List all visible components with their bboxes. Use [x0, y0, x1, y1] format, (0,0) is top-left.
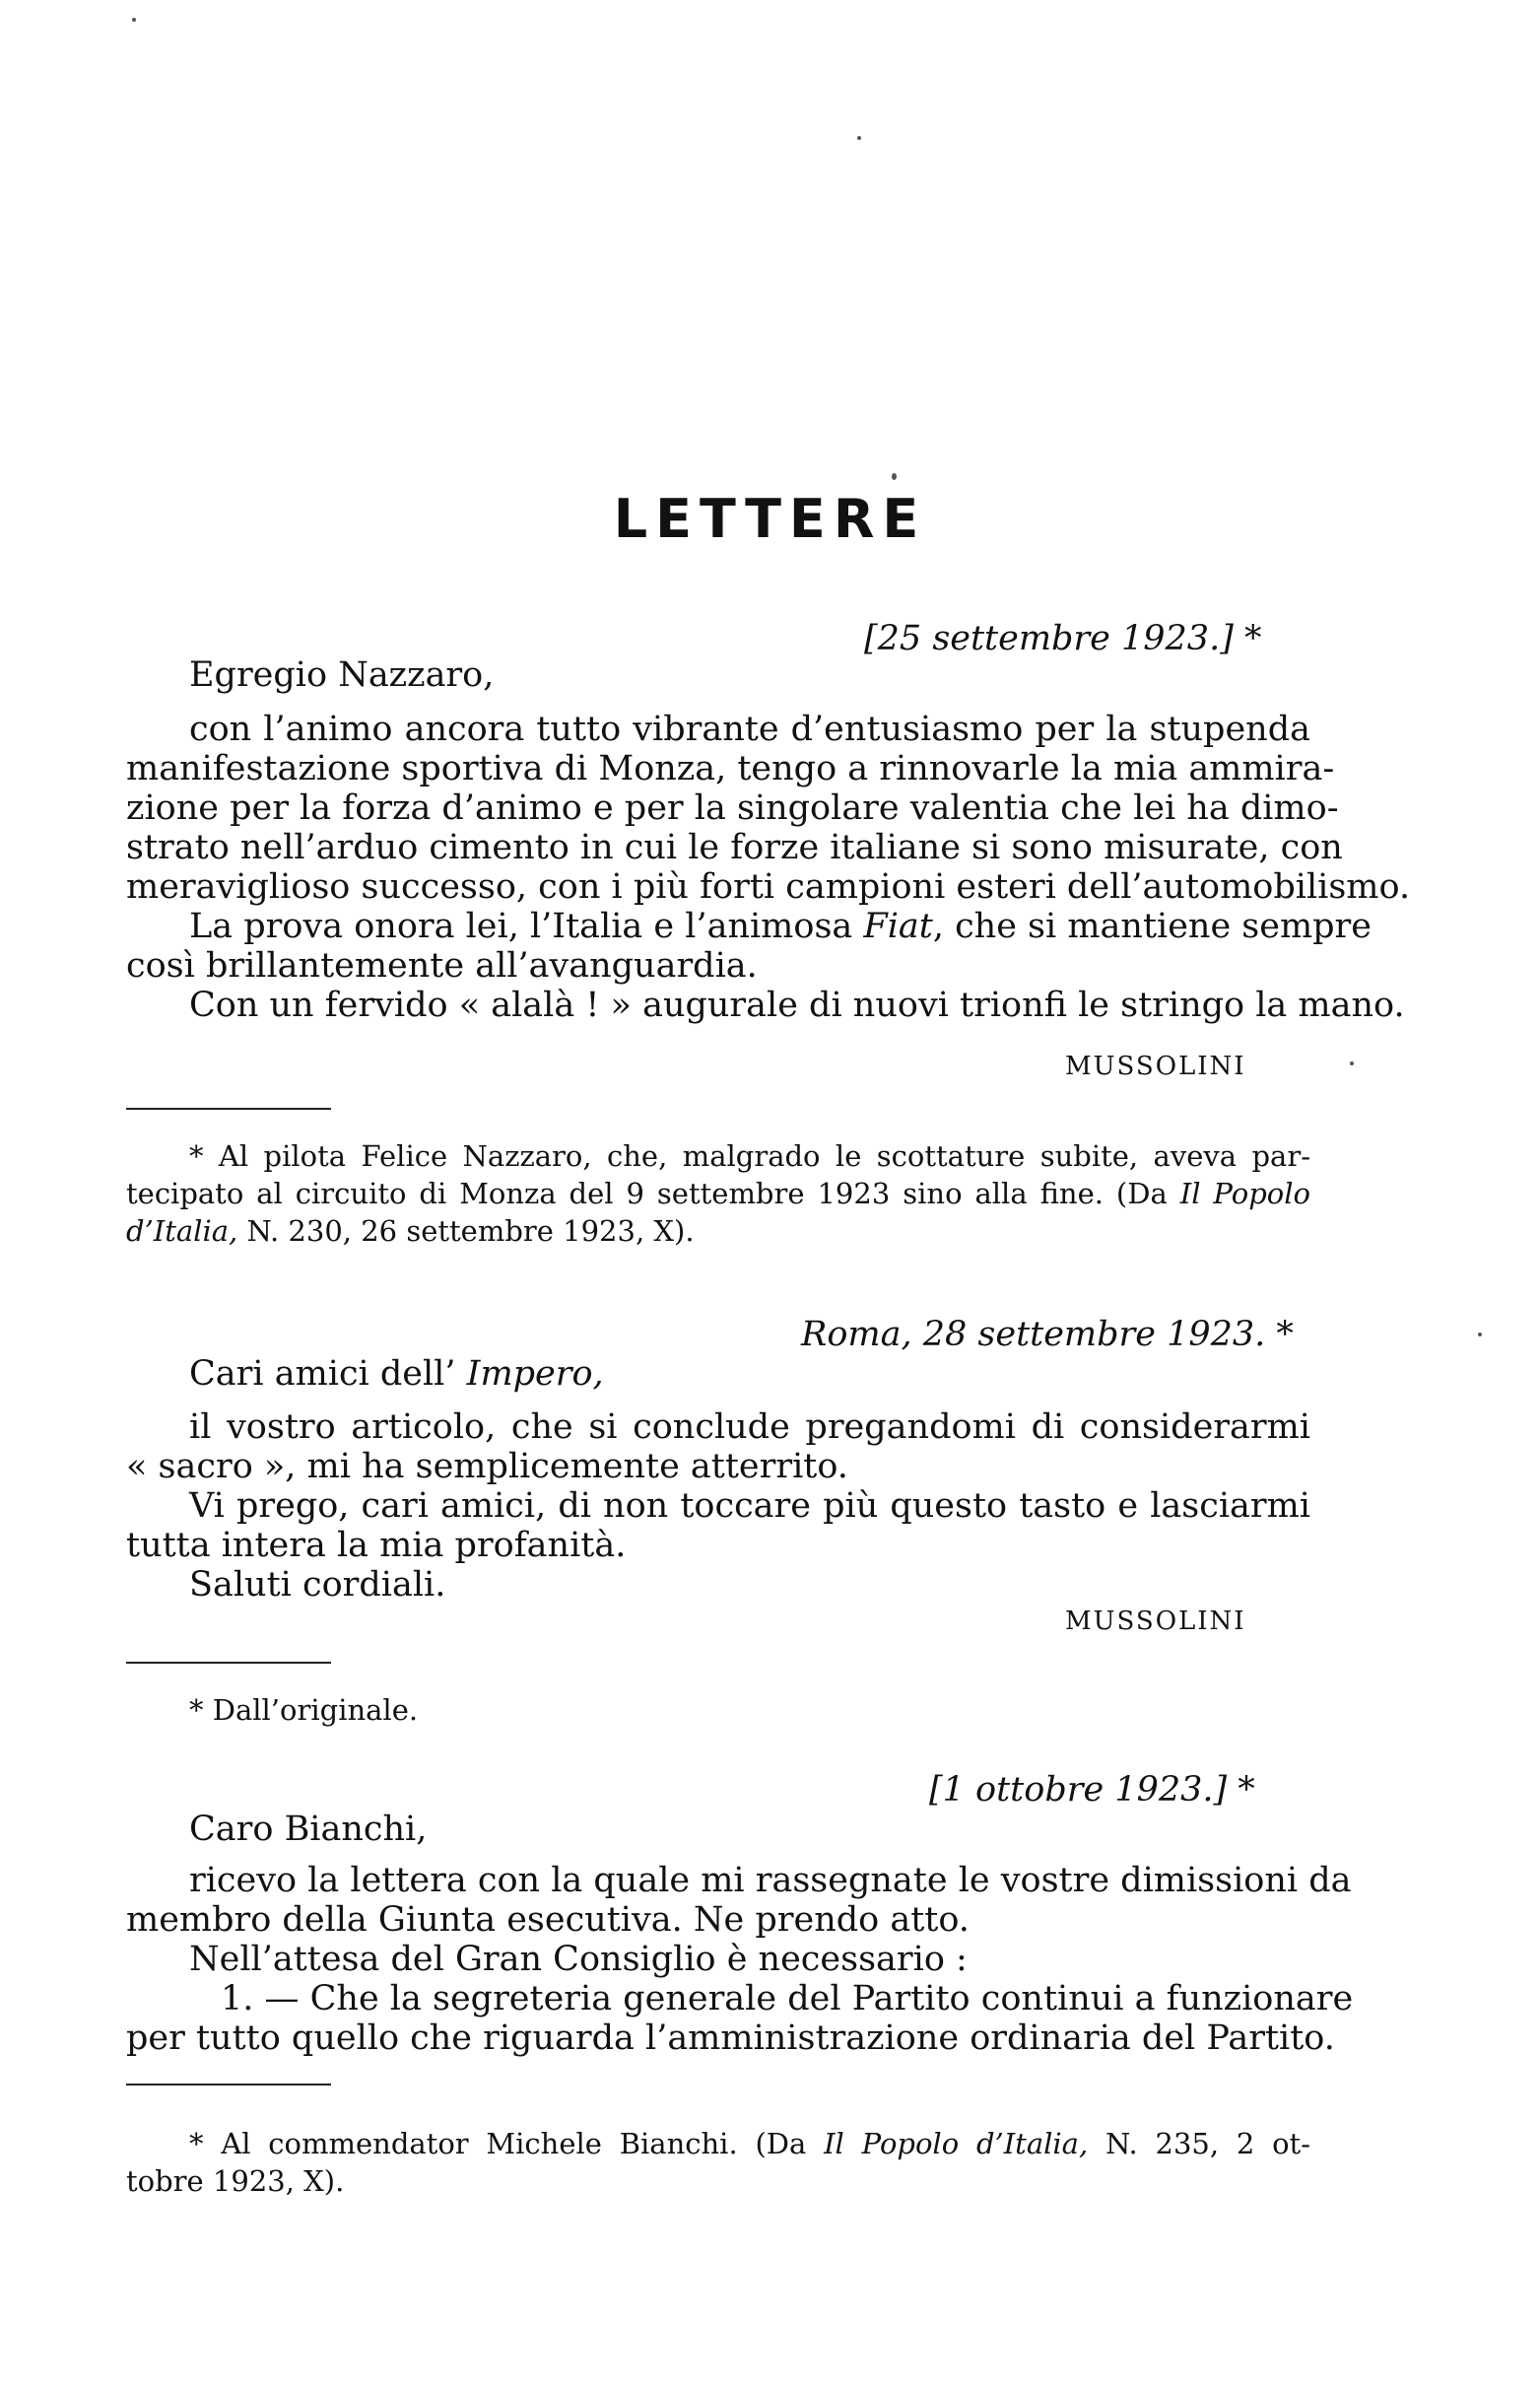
letter2-signature: MUSSOLINI: [1065, 1607, 1246, 1636]
letter2-para3: Saluti cordiali.: [189, 1565, 446, 1605]
letter3-item1-cont: per tutto quello che riguarda l’amministrazione ordinaria del Partito.: [126, 2018, 1335, 2058]
letter1-line: strato nell’arduo cimento in cui le forze italiane si sono misurate, con: [126, 828, 1343, 867]
letter1-line: zione per la forza d’animo e per la singolare valentia che lei ha dimo-: [126, 788, 1339, 828]
letter1-para2-cont: così brillantemente all’avanguardia.: [126, 946, 758, 986]
letter1-line: manifestazione sportiva di Monza, tengo a rinnovarle la mia ammira-: [126, 749, 1335, 788]
scan-speck: [857, 136, 861, 140]
letter3-para2: Nell’attesa del Gran Consiglio è necessario :: [189, 1940, 968, 1979]
letter1-signature: MUSSOLINI: [1065, 1052, 1246, 1081]
letter3-date: [1 ottobre 1923.] *: [929, 1770, 1255, 1810]
footnote-rule: [126, 1662, 331, 1664]
footnote-rule: [126, 1108, 331, 1110]
letter2-body: [126, 1407, 1310, 1605]
letter2-line: « sacro », mi ha semplicemente atterrito.: [126, 1447, 848, 1486]
letter3-salutation: Caro Bianchi,: [189, 1810, 428, 1849]
scan-speck: [132, 18, 136, 22]
letter2-para2: Vi prego, cari amici, di non toccare più questo tasto e lasciarmi: [189, 1486, 1310, 1526]
letter1-salutation: Egregio Nazzaro,: [189, 655, 495, 695]
letter1-footnote: * Al pilota Felice Nazzaro, che, malgrado le scottature subite, aveva par- tecipato al circuito di Monza del 9 settembre 1923 sino alla fine. (Da Il Popolo d’Italia, N. 230, 26 settembre 1923, X).: [126, 1139, 1310, 1248]
letter1-body: [126, 710, 1411, 1025]
letter1-para2: La prova onora lei, l’Italia e l’animosa Fiat, che si mantiene sempre: [189, 907, 1373, 946]
letter2-footnote: * Dall’originale.: [189, 1693, 419, 1727]
letter2-date: Roma, 28 settembre 1923. *: [801, 1315, 1294, 1354]
footnote-rule: [126, 2084, 331, 2085]
letter1-line: meraviglioso successo, con i più forti campioni esteri dell’automobilismo.: [126, 867, 1411, 907]
scan-speck: [892, 473, 897, 480]
letter1-line: con l’animo ancora tutto vibrante d’entusiasmo per la stupenda: [189, 710, 1310, 749]
letter3-line: ricevo la lettera con la quale mi rassegnate le vostre dimissioni da: [189, 1861, 1352, 1900]
letter1-para3: Con un fervido « alalà ! » augurale di nuovi trionfi le stringo la mano.: [189, 986, 1405, 1025]
letter2-para2-cont: tutta intera la mia profanità.: [126, 1526, 627, 1565]
letter3-item1: 1. — Che la segreteria generale del Partito continui a funzionare: [221, 1979, 1354, 2018]
letter2-line: il vostro articolo, che si conclude pregandomi di considerarmi: [189, 1407, 1310, 1447]
page-title: LETTERE: [613, 488, 927, 550]
scan-speck: [1478, 1333, 1482, 1336]
letter2-salutation: Cari amici dell’ Impero,: [189, 1354, 604, 1394]
letter3-body: [126, 1861, 1354, 2058]
letter1-date: [25 settembre 1923.] *: [864, 619, 1262, 658]
scan-speck: [1350, 1061, 1354, 1065]
letter3-line: membro della Giunta esecutiva. Ne prendo atto.: [126, 1900, 970, 1940]
letter3-footnote: * Al commendator Michele Bianchi. (Da Il Popolo d’Italia, N. 235, 2 ot- tobre 1923, X).: [126, 2127, 1310, 2198]
